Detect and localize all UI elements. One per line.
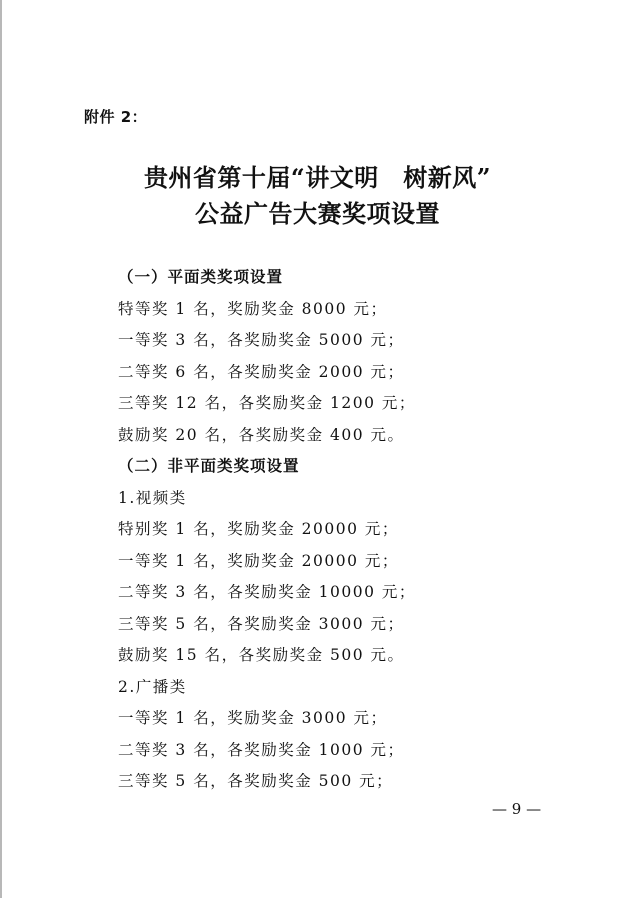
document-title — [0, 160, 635, 232]
award-line: 二等奖 3 名，各奖励奖金 1000 元； — [118, 740, 405, 759]
award-line: 二等奖 6 名，各奖励奖金 2000 元； — [118, 362, 405, 381]
award-line: 特别奖 1 名，奖励奖金 20000 元； — [118, 520, 399, 538]
page-edge-line — [0, 0, 2, 898]
section-heading-non-print: （二）非平面类奖项设置 — [118, 457, 300, 475]
subsection-video: 1.视频类 — [118, 488, 187, 507]
award-line: 特等奖 1 名，奖励奖金 8000 元； — [118, 299, 388, 318]
award-line: 三等奖 5 名，各奖励奖金 3000 元； — [118, 614, 405, 633]
award-line: 二等奖 3 名，各奖励奖金 10000 元； — [118, 583, 416, 601]
award-line: 三等奖 5 名，各奖励奖金 500 元； — [118, 772, 394, 790]
document-body — [118, 262, 588, 798]
award-line: 一等奖 3 名，各奖励奖金 5000 元； — [118, 331, 405, 349]
title-line-1: 贵州省第十届“讲文明 树新风” — [143, 163, 492, 192]
award-line: 一等奖 1 名，奖励奖金 20000 元； — [118, 551, 399, 570]
attachment-label: 附件 2： — [84, 108, 148, 126]
award-line: 三等奖 12 名，各奖励奖金 1200 元； — [118, 394, 416, 412]
award-line: 鼓励奖 15 名，各奖励奖金 500 元。 — [118, 646, 405, 664]
page-number: — 9 — — [492, 800, 542, 818]
award-line: 鼓励奖 20 名，各奖励奖金 400 元。 — [118, 425, 405, 444]
award-line: 一等奖 1 名，奖励奖金 3000 元； — [118, 709, 388, 727]
section-heading-print: （一）平面类奖项设置 — [118, 268, 284, 286]
subsection-radio: 2.广播类 — [118, 677, 187, 696]
title-line-2: 公益广告大赛奖项设置 — [195, 199, 440, 228]
